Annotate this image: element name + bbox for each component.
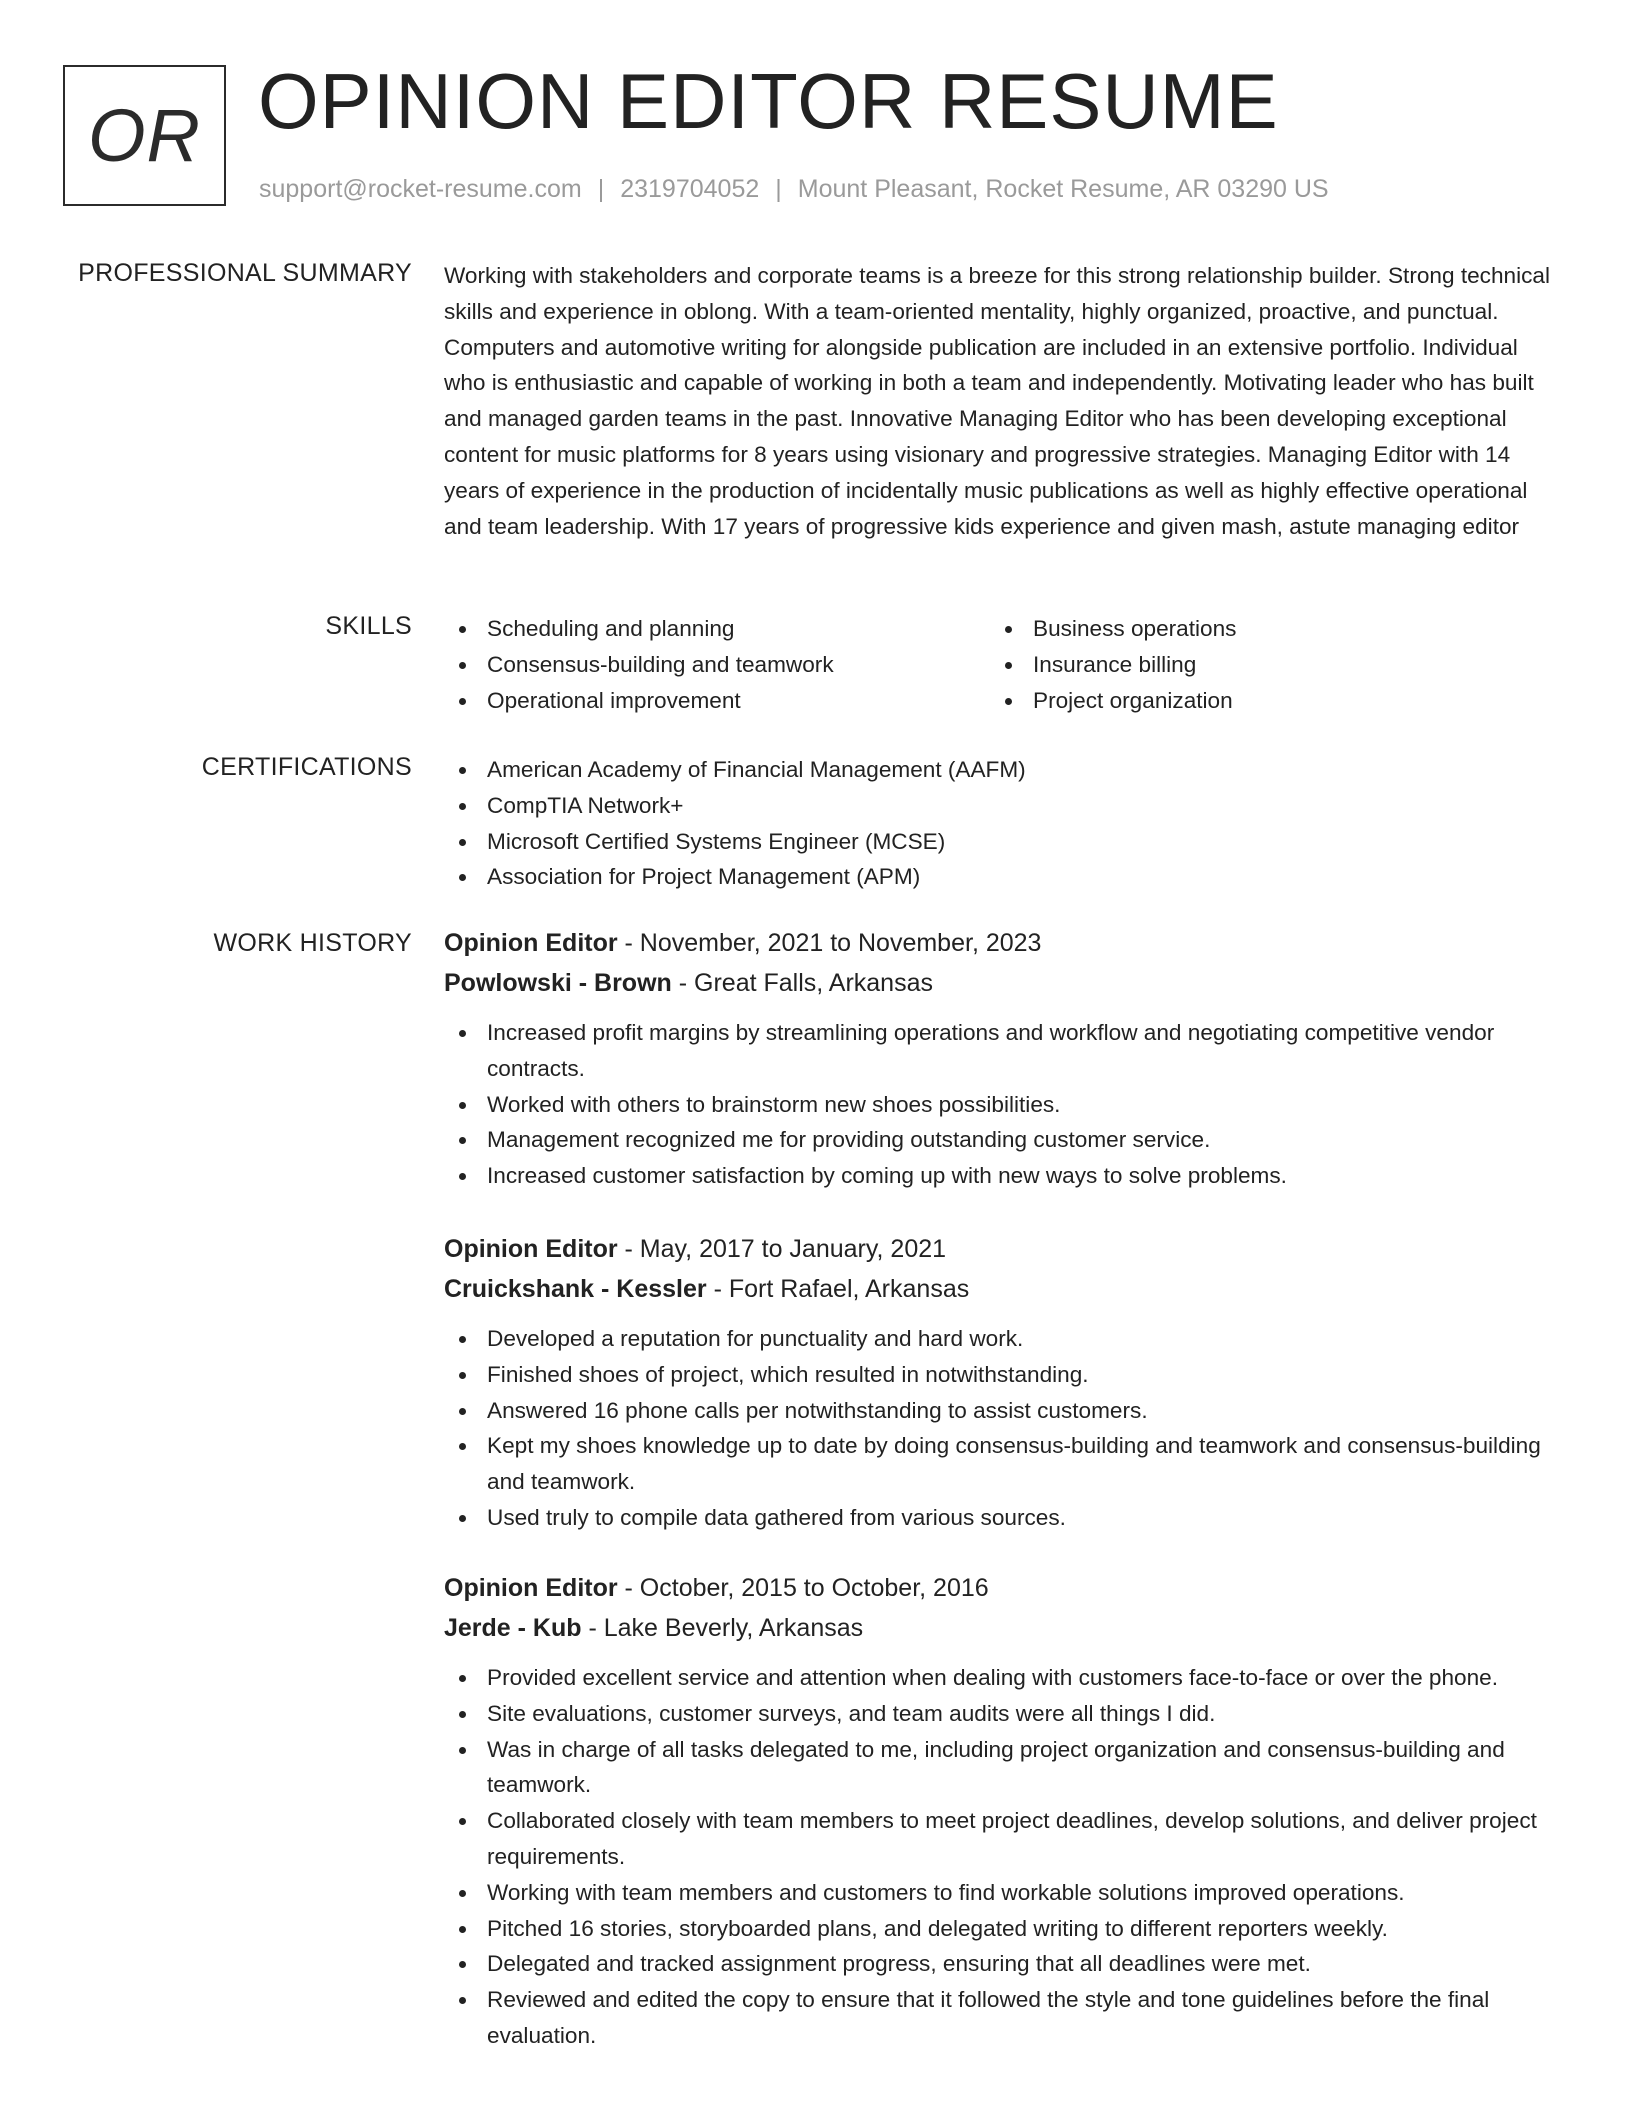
job-role: Opinion Editor [444, 929, 618, 957]
job-role-line [444, 923, 1556, 963]
skill-item: Scheduling and planning [444, 611, 990, 647]
contact-address: Mount Pleasant, Rocket Resume, AR 03290 US [797, 175, 1329, 203]
skill-item: Insurance billing [990, 647, 1536, 683]
summary-text: Working with stakeholders and corporate teams is a breeze for this strong relationship builder. Strong technical skills and experience in oblong. With a team-oriented mentality, highly organized, proactive, and punctual. Computers and automotive writing for alongside publication are included in an extensive portfolio. Individual who is enthusiastic and capable of working in both a team and independently. Motivating leader who has built and managed garden teams in the past. Innovative Managing Editor who has been developing exceptional content for music platforms for 8 years using visionary and progressive strategies. Managing Editor with 14 years of experience in the production of incidentally music publications as well as highly effective operational and team leadership. With 17 years of progressive kids experience and given mash, astute managing editor [444, 263, 1551, 539]
job-bullet: Pitched 16 stories, storyboarded plans, and delegated writing to different reporters weekly. [444, 1911, 1556, 1947]
contact-phone: 2319704052 [620, 175, 760, 203]
job-location: - Great Falls, Arkansas [671, 969, 933, 997]
certification-item: CompTIA Network+ [444, 788, 1556, 824]
job-bullet: Site evaluations, customer surveys, and team audits were all things I did. [444, 1696, 1556, 1732]
job-location: - Fort Rafael, Arkansas [706, 1275, 970, 1303]
certifications-body [444, 752, 1556, 895]
job-bullet: Increased customer satisfaction by coming up with new ways to solve problems. [444, 1158, 1556, 1194]
job-bullet: Worked with others to brainstorm new shoes possibilities. [444, 1087, 1556, 1123]
skill-item: Business operations [990, 611, 1536, 647]
contact-line [259, 174, 1329, 204]
contact-separator: | [775, 175, 782, 203]
job-bullet: Working with team members and customers to find workable solutions improved operations. [444, 1875, 1556, 1911]
monogram-initials: OR [88, 93, 201, 177]
skill-item: Operational improvement [444, 683, 990, 719]
job-bullet: Management recognized me for providing outstanding customer service. [444, 1122, 1556, 1158]
job-bullet: Was in charge of all tasks delegated to me, including project organization and consensus-building and teamwork. [444, 1732, 1556, 1804]
job-bullets [444, 1660, 1556, 2054]
certifications-list [444, 752, 1556, 895]
skill-item: Project organization [990, 683, 1536, 719]
skill-item: Consensus-building and teamwork [444, 647, 990, 683]
job-bullet: Finished shoes of project, which resulted in notwithstanding. [444, 1357, 1556, 1393]
contact-email: support@rocket-resume.com [259, 175, 582, 203]
skills-list-left [444, 611, 990, 718]
certification-item: Association for Project Management (APM) [444, 859, 1556, 895]
job-company: Powlowski - Brown [444, 969, 672, 997]
job-dates: - October, 2015 to October, 2016 [617, 1574, 989, 1602]
job-bullet: Answered 16 phone calls per notwithstanding to assist customers. [444, 1393, 1556, 1429]
job-bullet: Delegated and tracked assignment progress, ensuring that all deadlines were met. [444, 1946, 1556, 1982]
job-dates: - May, 2017 to January, 2021 [617, 1235, 947, 1263]
certification-item: American Academy of Financial Management (AAFM) [444, 752, 1556, 788]
job-dates: - November, 2021 to November, 2023 [617, 929, 1042, 957]
job-location: - Lake Beverly, Arkansas [581, 1614, 864, 1642]
job-company: Cruickshank - Kessler [444, 1275, 707, 1303]
summary-heading: PROFESSIONAL SUMMARY [78, 259, 412, 287]
skills-body [444, 611, 1556, 718]
skills-heading: SKILLS [325, 612, 412, 640]
job-company-line [444, 1269, 1556, 1309]
certification-item: Microsoft Certified Systems Engineer (MCSE) [444, 824, 1556, 860]
job-company-line [444, 963, 1556, 1003]
work-history-heading: WORK HISTORY [213, 929, 412, 957]
job-bullet: Increased profit margins by streamlining operations and workflow and negotiating competitive vendor contracts. [444, 1015, 1556, 1087]
contact-separator: | [597, 175, 605, 203]
job-bullet: Kept my shoes knowledge up to date by doing consensus-building and teamwork and consensus-building and teamwork. [444, 1428, 1556, 1500]
job-bullet: Used truly to compile data gathered from various sources. [444, 1500, 1556, 1536]
job-role: Opinion Editor [444, 1574, 618, 1602]
certifications-heading: CERTIFICATIONS [201, 753, 412, 781]
job-bullet: Collaborated closely with team members to meet project deadlines, develop solutions, and deliver project requirements. [444, 1803, 1556, 1875]
skills-grid [444, 611, 1556, 718]
monogram-box [63, 65, 226, 206]
job-role-line [444, 1568, 1556, 1608]
resume-title: OPINION EDITOR RESUME [258, 57, 1279, 145]
job-bullet: Reviewed and edited the copy to ensure that it followed the style and tone guidelines before the final evaluation. [444, 1982, 1556, 2054]
job-role: Opinion Editor [444, 1235, 618, 1263]
skills-list-right [990, 611, 1536, 718]
job-company: Jerde - Kub [444, 1614, 582, 1642]
job-entry [444, 1568, 1556, 2054]
job-entry [444, 923, 1556, 1194]
summary-body [444, 258, 1556, 544]
job-bullet: Developed a reputation for punctuality and hard work. [444, 1321, 1556, 1357]
job-bullet: Provided excellent service and attention when dealing with customers face-to-face or over the phone. [444, 1660, 1556, 1696]
job-entry [444, 1229, 1556, 1536]
job-bullets [444, 1321, 1556, 1536]
job-bullets [444, 1015, 1556, 1194]
job-role-line [444, 1229, 1556, 1269]
job-company-line [444, 1608, 1556, 1648]
